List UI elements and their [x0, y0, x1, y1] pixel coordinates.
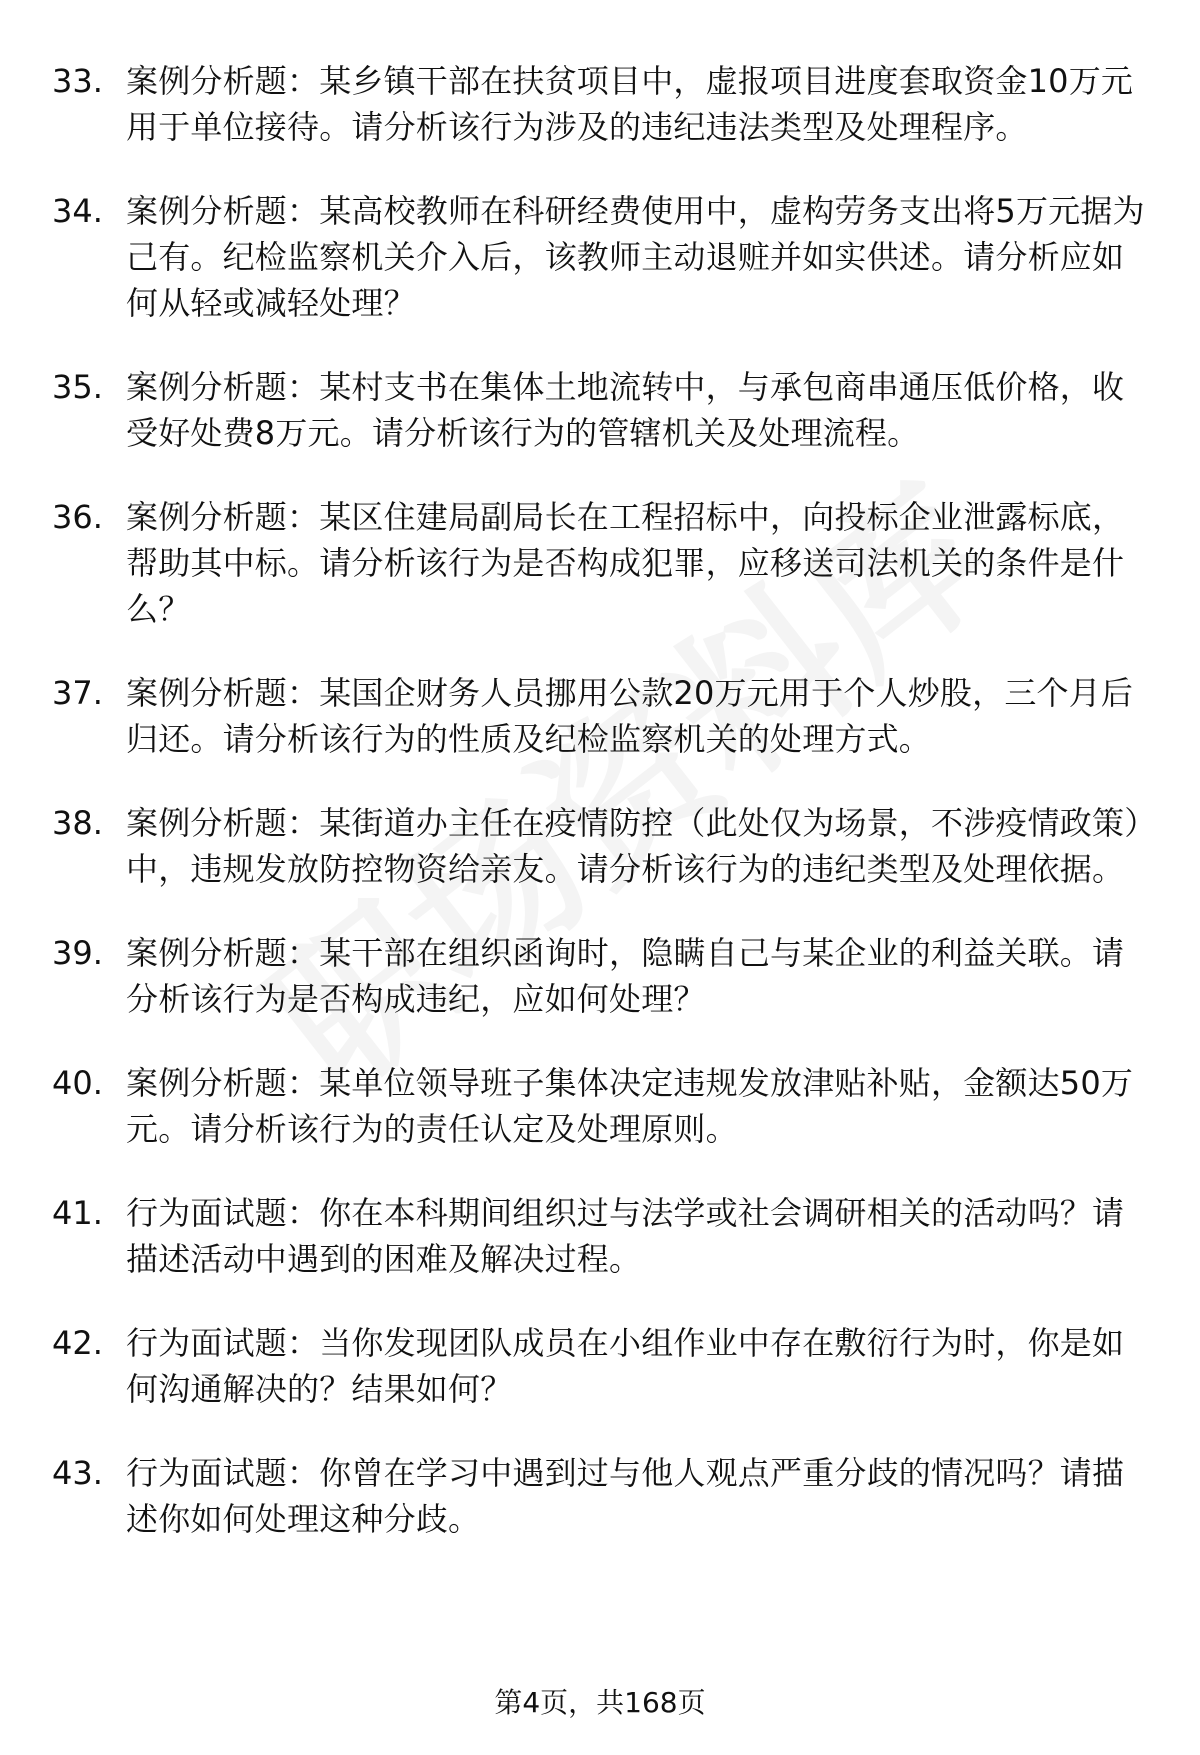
question-item-34	[52, 188, 1152, 326]
question-item-36	[52, 494, 1152, 632]
question-text: 案例分析题：某单位领导班子集体决定违规发放津贴补贴，金额达50万元。请分析该行为的责任认定及处理原则。	[126, 1064, 1134, 1148]
question-number: 36.	[52, 498, 103, 536]
question-text: 案例分析题：某村支书在集体土地流转中，与承包商串通压低价格，收受好处费8万元。请分析该行为的管辖机关及处理流程。	[126, 368, 1125, 452]
page-number: 第4页，共168页	[494, 1686, 706, 1719]
question-item-33	[52, 58, 1152, 150]
question-text: 案例分析题：某干部在组织函询时，隐瞒自己与某企业的利益关联。请分析该行为是否构成违纪，应如何处理？	[126, 934, 1125, 1018]
question-number: 35.	[52, 368, 103, 406]
question-item-38	[52, 800, 1152, 892]
question-number: 33.	[52, 62, 103, 100]
question-list	[52, 58, 1152, 1580]
question-text: 行为面试题：你曾在学习中遇到过与他人观点严重分歧的情况吗？请描述你如何处理这种分歧。	[126, 1454, 1125, 1538]
question-text: 案例分析题：某高校教师在科研经费使用中，虚构劳务支出将5万元据为己有。纪检监察机关介入后，该教师主动退赃并如实供述。请分析应如何从轻或减轻处理？	[126, 192, 1145, 322]
question-item-40	[52, 1060, 1152, 1152]
question-text: 案例分析题：某国企财务人员挪用公款20万元用于个人炒股，三个月后归还。请分析该行为的性质及纪检监察机关的处理方式。	[126, 674, 1134, 758]
question-item-35	[52, 364, 1152, 456]
question-item-37	[52, 670, 1152, 762]
question-number: 38.	[52, 804, 103, 842]
question-text: 行为面试题：你在本科期间组织过与法学或社会调研相关的活动吗？请描述活动中遇到的困难及解决过程。	[126, 1194, 1125, 1278]
question-item-43	[52, 1450, 1152, 1542]
question-item-39	[52, 930, 1152, 1022]
question-number: 40.	[52, 1064, 103, 1102]
question-item-41	[52, 1190, 1152, 1282]
question-number: 41.	[52, 1194, 103, 1232]
question-number: 42.	[52, 1324, 103, 1362]
question-number: 37.	[52, 674, 103, 712]
question-text: 案例分析题：某区住建局副局长在工程招标中，向投标企业泄露标底，帮助其中标。请分析该行为是否构成犯罪，应移送司法机关的条件是什么？	[126, 498, 1125, 628]
question-text: 行为面试题：当你发现团队成员在小组作业中存在敷衍行为时，你是如何沟通解决的？结果如何？	[126, 1324, 1125, 1408]
question-text: 案例分析题：某街道办主任在疫情防控（此处仅为场景，不涉疫情政策）中，违规发放防控物资给亲友。请分析该行为的违纪类型及处理依据。	[126, 804, 1141, 888]
question-text: 案例分析题：某乡镇干部在扶贫项目中，虚报项目进度套取资金10万元用于单位接待。请分析该行为涉及的违纪违法类型及处理程序。	[126, 62, 1134, 146]
question-item-42	[52, 1320, 1152, 1412]
question-number: 43.	[52, 1454, 103, 1492]
question-number: 34.	[52, 192, 103, 230]
question-number: 39.	[52, 934, 103, 972]
